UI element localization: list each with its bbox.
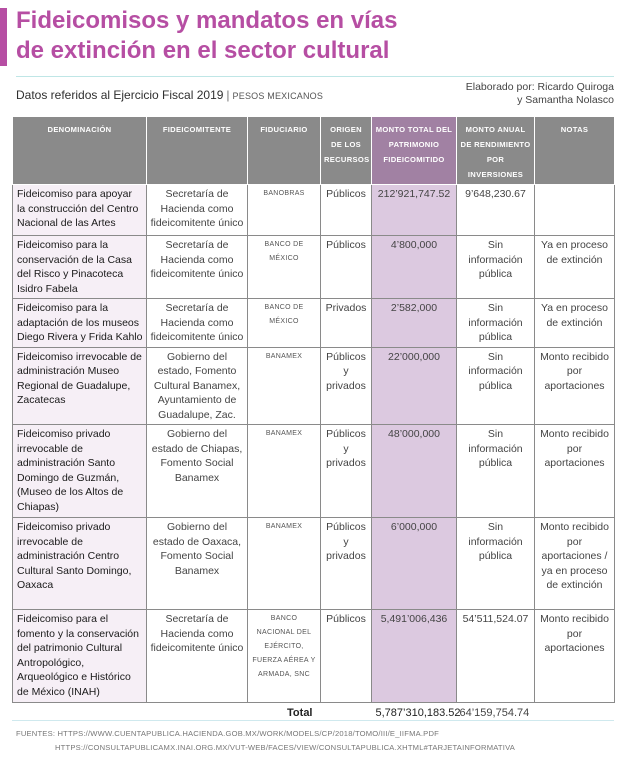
cell-notas: Monto recibido por aportaciones / ya en proceso de extinción — [535, 518, 615, 610]
cell-fiduciario: BANCO NACIONAL DEL EJÉRCITO, FUERZA AÉREA Y ARMADA, SNC — [248, 610, 321, 703]
header-denominacion: DENOMINACIÓN — [13, 117, 147, 185]
cell-fiduciario: BANOBRAS — [248, 185, 321, 236]
cell-origen: Públicos — [321, 236, 372, 299]
cell-monto-total: 22’000,000 — [372, 347, 457, 425]
subtitle — [16, 88, 323, 102]
cell-monto-total: 6’000,000 — [372, 518, 457, 610]
cell-fideicomitente: Gobierno del estado de Oaxaca, Fomento Social Banamex — [147, 518, 248, 610]
cell-fideicomitente: Secretaría de Hacienda como fideicomitente único — [147, 610, 248, 703]
header-fideicomitente: FIDEICOMITENTE — [147, 117, 248, 185]
header-notas: NOTAS — [535, 117, 615, 185]
table-row — [13, 236, 615, 299]
cell-monto-anual: Sin información pública — [457, 518, 535, 610]
cell-notas: Monto recibido por aportaciones — [535, 610, 615, 703]
source-line-2: HTTPS://CONSULTAPUBLICAMX.INAI.ORG.MX/VUT-WEB/FACES/VIEW/CONSULTAPUBLICA.XHTML#TARJETAINFORMATIVA — [55, 743, 516, 752]
cell-origen: Públicos — [321, 610, 372, 703]
title-accent-bar — [0, 8, 7, 66]
header-fiduciario: FIDUCIARIO — [248, 117, 321, 185]
table-header-row — [13, 117, 615, 185]
header-origen: ORIGEN DE LOS RECURSOS — [321, 117, 372, 185]
cell-notas: Ya en proceso de extinción — [535, 236, 615, 299]
cell-monto-total: 4’800,000 — [372, 236, 457, 299]
cell-denominacion: Fideicomiso para la conservación de la Casa del Risco y Pinacoteca Isidro Fabela — [13, 236, 147, 299]
cell-notas: Ya en proceso de extinción — [535, 299, 615, 348]
cell-fideicomitente: Gobierno del estado de Chiapas, Fomento Social Banamex — [147, 425, 248, 518]
source-line-1: FUENTES: HTTPS://WWW.CUENTAPUBLICA.HACIENDA.GOB.MX/WORK/MODELS/CP/2018/TOMO/III/E_IIFMA.PDF — [16, 729, 439, 738]
cell-denominacion: Fideicomiso irrevocable de administración Museo Regional de Guadalupe, Zacatecas — [13, 347, 147, 425]
table-row — [13, 299, 615, 348]
table-row — [13, 425, 615, 518]
total-monto: 5,787’310,183.52 — [372, 703, 457, 723]
cell-fideicomitente: Secretaría de Hacienda como fideicomitente único — [147, 185, 248, 236]
cell-monto-total: 2’582,000 — [372, 299, 457, 348]
cell-origen: Públicos y privados — [321, 518, 372, 610]
cell-denominacion: Fideicomiso para la adaptación de los museos Diego Rivera y Frida Kahlo — [13, 299, 147, 348]
cell-monto-total: 5,491’006,436 — [372, 610, 457, 703]
table-row — [13, 347, 615, 425]
cell-denominacion: Fideicomiso privado irrevocable de administración Santo Domingo de Guzmán, (Museo de los Altos de Chiapas) — [13, 425, 147, 518]
subtitle-text: Datos referidos al Ejercicio Fiscal 2019 — [16, 88, 224, 102]
cell-monto-anual: 54’511,524.07 — [457, 610, 535, 703]
subtitle-unit: PESOS MEXICANOS — [232, 91, 324, 101]
cell-fideicomitente: Gobierno del estado, Fomento Cultural Banamex, Ayuntamiento de Guadalupe, Zac. — [147, 347, 248, 425]
title-divider — [16, 76, 614, 77]
cell-monto-total: 48’000,000 — [372, 425, 457, 518]
cell-fiduciario: BANCO DE MÉXICO — [248, 236, 321, 299]
cell-notas: Monto recibido por aportaciones — [535, 425, 615, 518]
cell-monto-anual: Sin información pública — [457, 425, 535, 518]
cell-denominacion: Fideicomiso para apoyar la construcción del Centro Nacional de las Artes — [13, 185, 147, 236]
cell-denominacion: Fideicomiso privado irrevocable de administración Centro Cultural Santo Domingo, Oaxaca — [13, 518, 147, 610]
title-line-2: de extinción en el sector cultural — [16, 37, 390, 64]
cell-fideicomitente: Secretaría de Hacienda como fideicomitente único — [147, 299, 248, 348]
cell-origen: Privados — [321, 299, 372, 348]
cell-fiduciario: BANCO DE MÉXICO — [248, 299, 321, 348]
cell-fiduciario: BANAMEX — [248, 518, 321, 610]
subtitle-separator: | — [226, 88, 230, 102]
author-credit — [466, 81, 614, 107]
cell-denominacion: Fideicomiso para el fomento y la conservación del patrimonio Cultural Antropológico, Arqueológico e Histórico de México (INAH) — [13, 610, 147, 703]
cell-fideicomitente: Secretaría de Hacienda como fideicomitente único — [147, 236, 248, 299]
cell-monto-anual: 9’648,230.67 — [457, 185, 535, 236]
fideicomisos-table — [12, 116, 615, 723]
table-row — [13, 185, 615, 236]
cell-notas — [535, 185, 615, 236]
cell-monto-anual: Sin información pública — [457, 299, 535, 348]
sources — [16, 727, 515, 755]
cell-monto-total: 212’921,747.52 — [372, 185, 457, 236]
header-monto-anual: MONTO ANUAL DE RENDIMIENTO POR INVERSIONES — [457, 117, 535, 185]
table-row — [13, 610, 615, 703]
total-anual: 64’159,754.74 — [459, 707, 530, 719]
cell-origen: Públicos — [321, 185, 372, 236]
cell-origen: Públicos y privados — [321, 347, 372, 425]
cell-fiduciario: BANAMEX — [248, 425, 321, 518]
cell-monto-anual: Sin información pública — [457, 347, 535, 425]
cell-monto-anual: Sin información pública — [457, 236, 535, 299]
author-line-1: Elaborado por: Ricardo Quiroga — [465, 81, 614, 93]
cell-notas: Monto recibido por aportaciones — [535, 347, 615, 425]
footer-divider — [12, 720, 614, 721]
table-row — [13, 518, 615, 610]
cell-origen: Públicos y privados — [321, 425, 372, 518]
header-monto-total: MONTO TOTAL DEL PATRIMONIO FIDEICOMITIDO — [372, 117, 457, 185]
total-label: Total — [287, 707, 313, 719]
author-line-2: y Samantha Nolasco — [517, 94, 614, 106]
title-line-1: Fideicomisos y mandatos en vías — [16, 7, 398, 34]
page-title — [16, 6, 606, 66]
cell-fiduciario: BANAMEX — [248, 347, 321, 425]
